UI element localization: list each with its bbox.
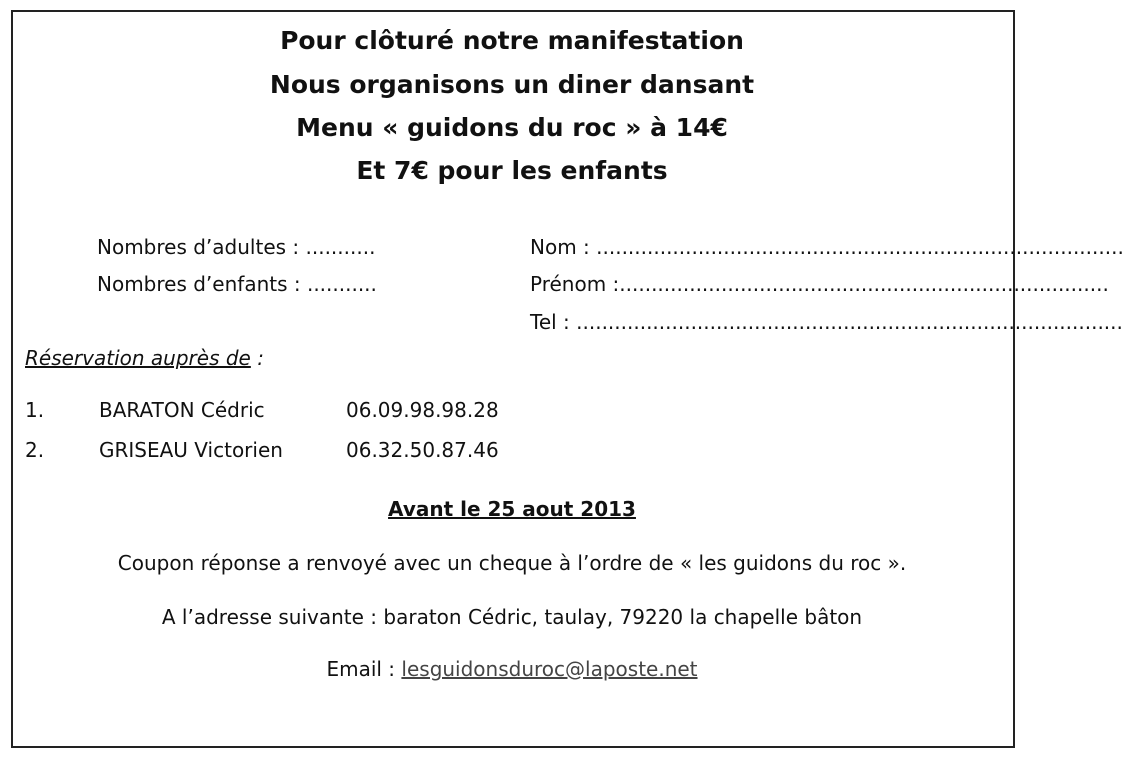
email-link[interactable]: lesguidonsduroc@laposte.net <box>401 657 698 681</box>
children-count-field: Nombres d’enfants : ........... <box>97 272 377 296</box>
contact-2-name: GRISEAU Victorien <box>99 438 283 462</box>
coupon-instructions: Coupon réponse a renvoyé avec un cheque à l’ordre de « les guidons du roc ». <box>117 551 907 575</box>
contact-2-number: 2. <box>25 438 45 462</box>
deadline: Avant le 25 aout 2013 <box>388 497 636 521</box>
reservation-label: Réservation auprès de <box>25 346 251 370</box>
reservation-colon: : <box>250 346 264 370</box>
contact-2-phone: 06.32.50.87.46 <box>346 438 499 462</box>
heading-line-4: Et 7€ pour les enfants <box>356 156 668 185</box>
tel-field: Tel : ...................................................................................... <box>530 310 1123 334</box>
email-line <box>0 657 1024 681</box>
email-label: Email : <box>326 657 402 681</box>
name-field: Nom : ................................................................................... <box>530 235 1124 259</box>
contact-1-name: BARATON Cédric <box>99 398 265 422</box>
reservation-heading <box>25 346 264 370</box>
firstname-field: Prénom :............................................................................. <box>530 272 1109 296</box>
heading-line-1: Pour clôturé notre manifestation <box>280 26 744 55</box>
adults-count-field: Nombres d’adultes : ........... <box>97 235 376 259</box>
contact-1-number: 1. <box>25 398 45 422</box>
mailing-address: A l’adresse suivante : baraton Cédric, taulay, 79220 la chapelle bâton <box>161 605 863 629</box>
heading-line-2: Nous organisons un diner dansant <box>269 70 755 99</box>
heading-line-3: Menu « guidons du roc » à 14€ <box>296 113 728 142</box>
contact-1-phone: 06.09.98.98.28 <box>346 398 499 422</box>
